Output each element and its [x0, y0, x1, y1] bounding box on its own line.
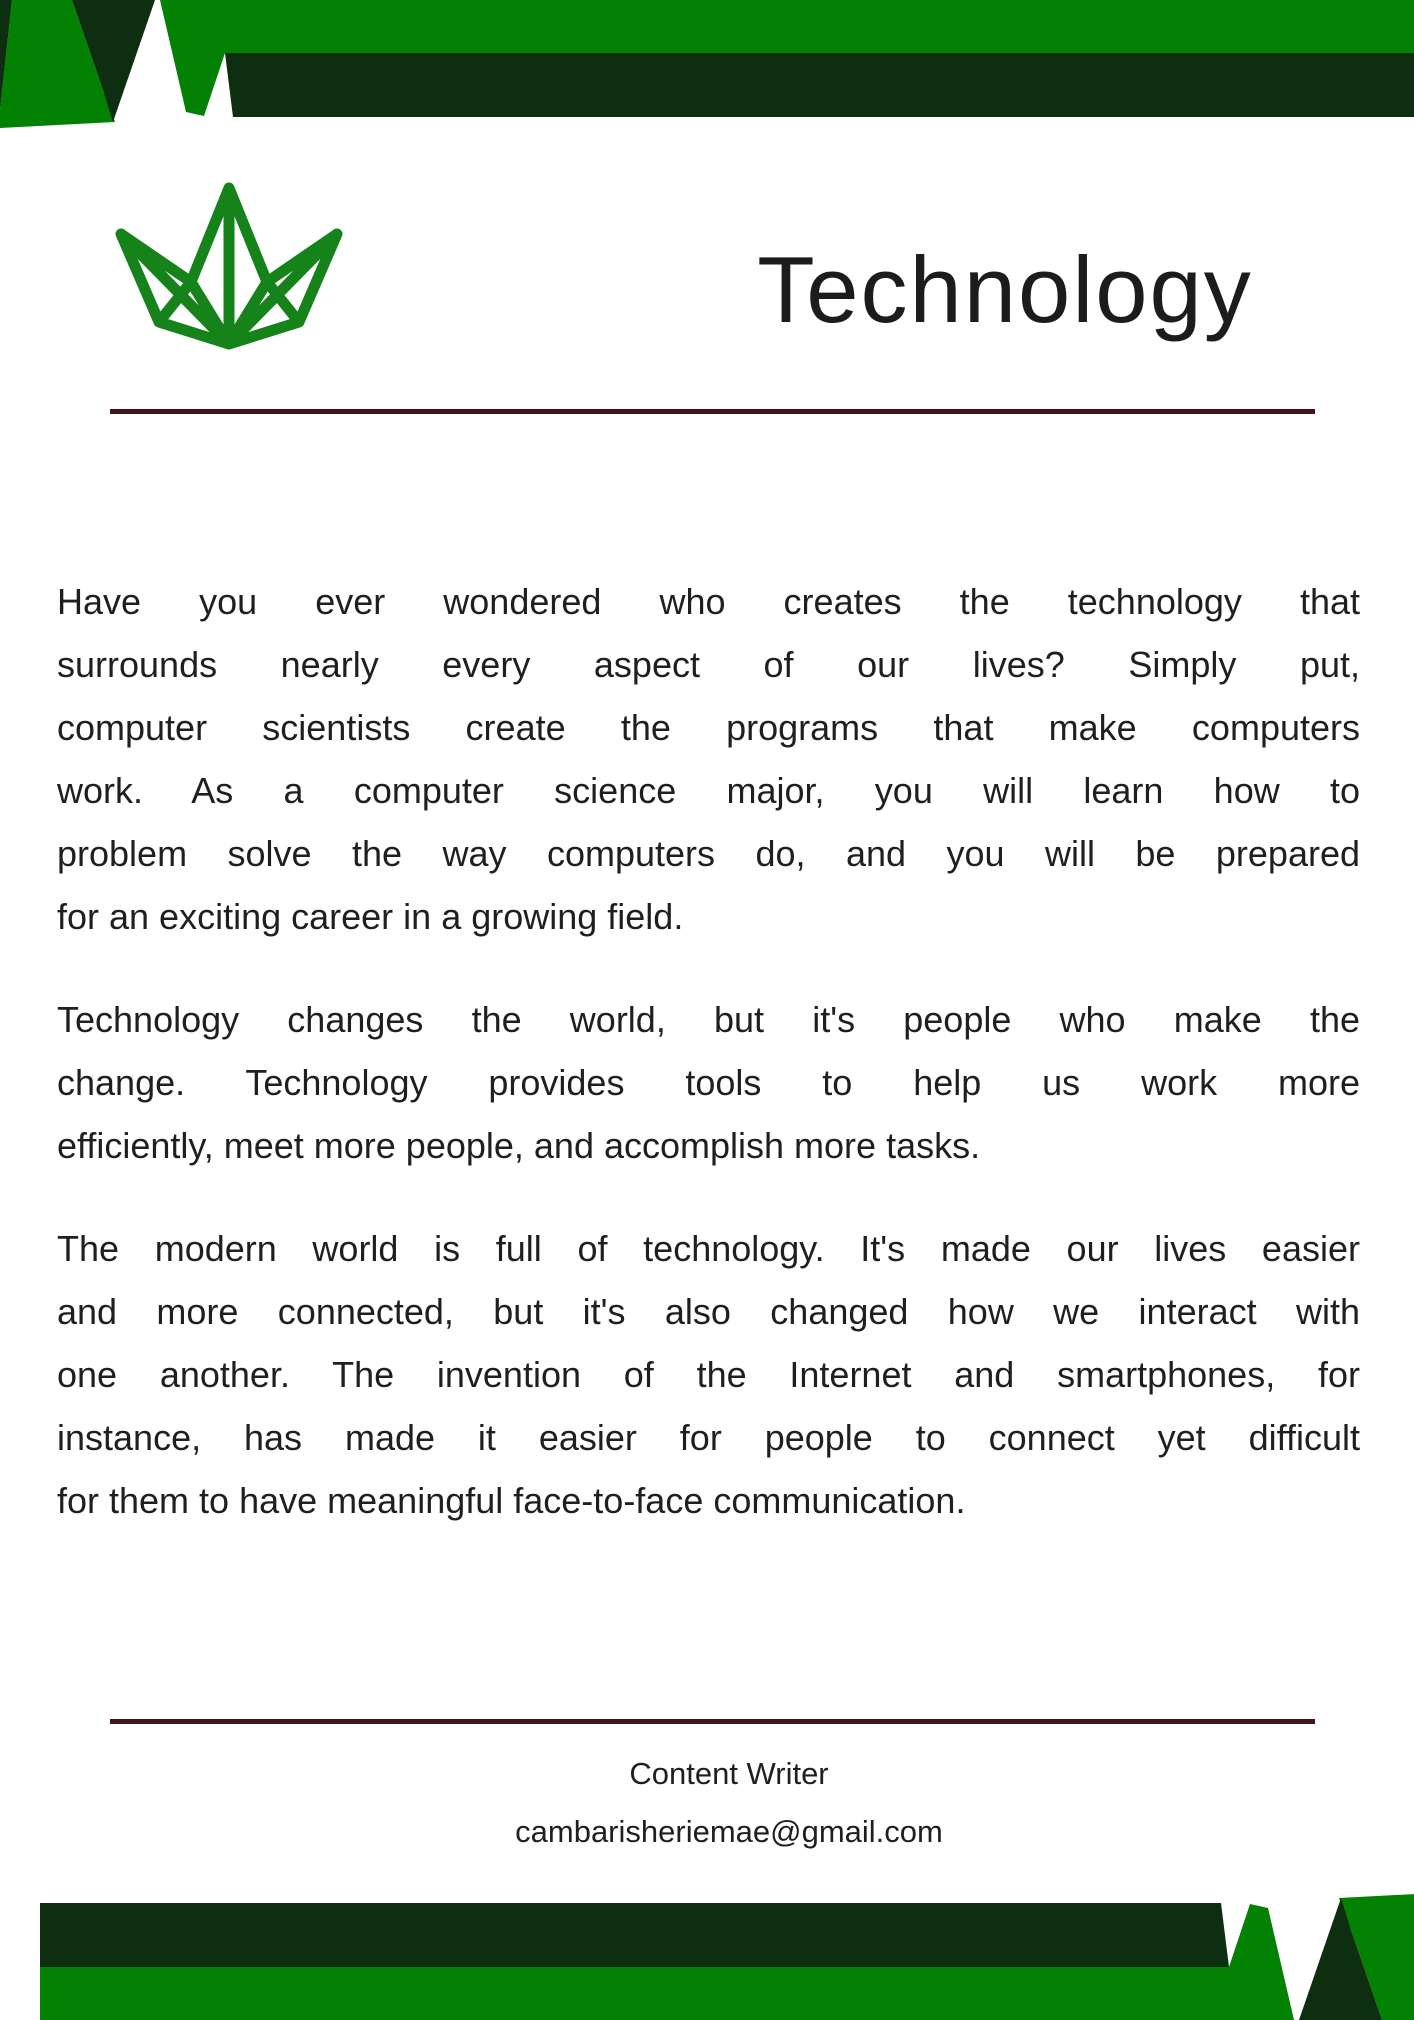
text-line: The modern world is full of technology. It's made our lives easier	[57, 1228, 1360, 1269]
text-line: for them to have meaningful face-to-face communication.	[57, 1480, 966, 1521]
footer-divider	[110, 1719, 1315, 1724]
text-line: Technology changes the world, but it's people who make the	[57, 999, 1360, 1040]
text-line: computer scientists create the programs that make computers	[57, 707, 1360, 748]
text-line: surrounds nearly every aspect of our lives? Simply put,	[57, 644, 1360, 685]
paragraph	[57, 570, 1360, 948]
text-line: problem solve the way computers do, and you will be prepared	[57, 833, 1360, 874]
zigzag-stripes-icon	[0, 0, 1414, 150]
text-line: change. Technology provides tools to help us work more	[57, 1062, 1360, 1103]
paragraph	[57, 988, 1360, 1177]
text-line: and more connected, but it's also changed how we interact with	[57, 1291, 1360, 1332]
footer	[99, 1745, 1359, 1861]
crown-logo-icon	[113, 182, 345, 352]
footer-stripe-decoration	[40, 1870, 1414, 2020]
paragraph	[57, 1217, 1360, 1532]
body-text	[57, 570, 1360, 1572]
text-line: instance, has made it easier for people to connect yet difficult	[57, 1417, 1360, 1458]
text-line: work. As a computer science major, you will learn how to	[57, 770, 1360, 811]
text-line: Have you ever wondered who creates the technology that	[57, 581, 1360, 622]
title-underline	[110, 409, 1315, 414]
footer-email: cambarisheriemae@gmail.com	[515, 1814, 943, 1849]
text-line: efficiently, meet more people, and accomplish more tasks.	[57, 1125, 981, 1166]
header-stripe-decoration	[0, 0, 1414, 150]
footer-role: Content Writer	[629, 1756, 829, 1791]
page-title: Technology	[757, 237, 1253, 342]
text-line: one another. The invention of the Internet and smartphones, for	[57, 1354, 1360, 1395]
text-line: for an exciting career in a growing field.	[57, 896, 684, 937]
zigzag-stripes-icon	[40, 1870, 1414, 2020]
